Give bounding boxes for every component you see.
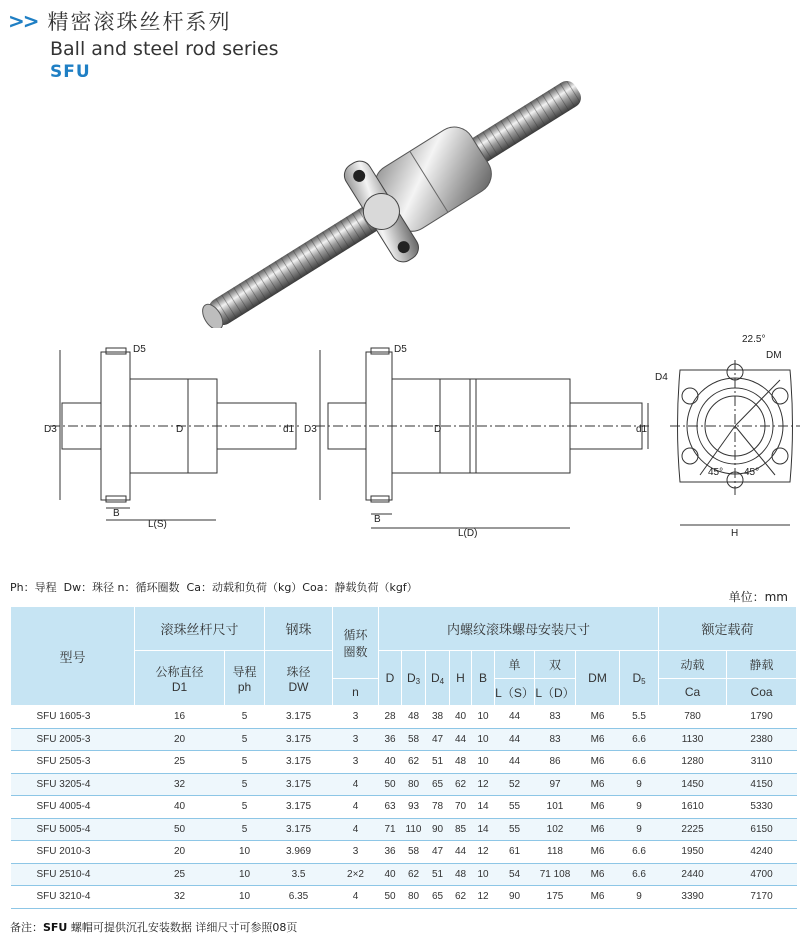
th-nut-dims: 内螺纹滚珠螺母安装尺寸 bbox=[379, 607, 659, 651]
table-cell: 12 bbox=[472, 886, 495, 909]
table-cell: 4 bbox=[333, 796, 379, 819]
th-nominal bbox=[135, 651, 225, 706]
table-cell: 44 bbox=[495, 728, 535, 751]
table-cell: 2380 bbox=[727, 728, 797, 751]
model-cell: SFU 2505-3 bbox=[11, 751, 135, 774]
table-cell: 48 bbox=[450, 751, 472, 774]
th-screw-dims: 滚珠丝杆尺寸 bbox=[135, 607, 265, 651]
table-cell: 51 bbox=[426, 863, 450, 886]
table-cell: M6 bbox=[576, 706, 620, 729]
label-d4: D4 bbox=[655, 372, 668, 383]
single-nut-drawing bbox=[50, 348, 300, 520]
table-row bbox=[11, 886, 797, 909]
table-cell: 48 bbox=[450, 863, 472, 886]
table-cell: 50 bbox=[135, 818, 225, 841]
table-cell: 118 bbox=[535, 841, 576, 864]
table-cell: 7170 bbox=[727, 886, 797, 909]
table-row bbox=[11, 841, 797, 864]
th-d3-sub: 3 bbox=[415, 676, 421, 686]
table-cell: 20 bbox=[135, 728, 225, 751]
table-cell: 4700 bbox=[727, 863, 797, 886]
table-cell: 44 bbox=[450, 841, 472, 864]
table-cell: 3 bbox=[333, 841, 379, 864]
table-cell: 44 bbox=[495, 751, 535, 774]
th-dynamic: 动载 bbox=[659, 651, 727, 679]
table-row bbox=[11, 728, 797, 751]
table-row bbox=[11, 751, 797, 774]
th-lead-line1: 导程 bbox=[232, 664, 257, 679]
table-cell: 3110 bbox=[727, 751, 797, 774]
th-d3-main: D bbox=[406, 670, 416, 685]
th-d4-main: D bbox=[430, 670, 440, 685]
table-cell: 3 bbox=[333, 728, 379, 751]
table-cell: 110 bbox=[402, 818, 426, 841]
th-static: 静载 bbox=[727, 651, 797, 679]
table-cell: M6 bbox=[576, 886, 620, 909]
label-d-double: D bbox=[434, 424, 442, 435]
label-b-single: B bbox=[113, 508, 120, 519]
table-row bbox=[11, 773, 797, 796]
table-cell: 6150 bbox=[727, 818, 797, 841]
table-cell: 62 bbox=[450, 773, 472, 796]
th-b: B bbox=[472, 651, 495, 706]
technical-drawings bbox=[0, 330, 800, 545]
th-d4-sub: 4 bbox=[439, 676, 445, 686]
th-d5 bbox=[620, 651, 659, 706]
table-cell: M6 bbox=[576, 728, 620, 751]
th-ball-line2: DW bbox=[288, 679, 309, 694]
table-cell: 3.175 bbox=[265, 796, 333, 819]
table-cell: 5 bbox=[225, 706, 265, 729]
table-cell: 2440 bbox=[659, 863, 727, 886]
table-cell: 5330 bbox=[727, 796, 797, 819]
table-cell: 4 bbox=[333, 886, 379, 909]
model-cell: SFU 4005-4 bbox=[11, 796, 135, 819]
table-cell: 65 bbox=[426, 773, 450, 796]
table-cell: 85 bbox=[450, 818, 472, 841]
table-row bbox=[11, 818, 797, 841]
table-cell: 5 bbox=[225, 796, 265, 819]
table-cell: M6 bbox=[576, 863, 620, 886]
table-cell: 47 bbox=[426, 728, 450, 751]
table-cell: 71 bbox=[379, 818, 402, 841]
th-ld: L（D） bbox=[535, 679, 576, 706]
table-row bbox=[11, 863, 797, 886]
table-cell: 10 bbox=[472, 751, 495, 774]
table-cell: 12 bbox=[472, 841, 495, 864]
spec-table-body bbox=[11, 706, 797, 909]
table-cell: 47 bbox=[426, 841, 450, 864]
table-cell: 10 bbox=[225, 863, 265, 886]
label-dm: DM bbox=[766, 350, 782, 361]
th-nominal-line1: 公称直径 bbox=[155, 664, 204, 679]
table-cell: 3.175 bbox=[265, 773, 333, 796]
table-cell: 3390 bbox=[659, 886, 727, 909]
label-b-double: B bbox=[374, 514, 381, 525]
footnote bbox=[10, 919, 297, 935]
page-title-en: Ball and steel rod series bbox=[50, 38, 279, 60]
table-cell: 4 bbox=[333, 773, 379, 796]
table-cell: 12 bbox=[472, 773, 495, 796]
th-double: 双 bbox=[535, 651, 576, 679]
table-cell: 20 bbox=[135, 841, 225, 864]
table-cell: 5.5 bbox=[620, 706, 659, 729]
table-cell: 3.175 bbox=[265, 818, 333, 841]
table-cell: 25 bbox=[135, 863, 225, 886]
table-cell: 4240 bbox=[727, 841, 797, 864]
model-cell: SFU 2510-4 bbox=[11, 863, 135, 886]
th-coa: Coa bbox=[727, 679, 797, 706]
th-d4 bbox=[426, 651, 450, 706]
table-cell: 2×2 bbox=[333, 863, 379, 886]
table-cell: 1610 bbox=[659, 796, 727, 819]
th-lead bbox=[225, 651, 265, 706]
th-dm: DM bbox=[576, 651, 620, 706]
table-cell: 97 bbox=[535, 773, 576, 796]
th-lead-line2: ph bbox=[237, 679, 252, 694]
table-cell: M6 bbox=[576, 796, 620, 819]
table-cell: 1130 bbox=[659, 728, 727, 751]
table-cell: M6 bbox=[576, 841, 620, 864]
table-cell: 83 bbox=[535, 728, 576, 751]
page-header bbox=[8, 6, 279, 82]
table-cell: 3 bbox=[333, 751, 379, 774]
table-cell: 28 bbox=[379, 706, 402, 729]
table-cell: 175 bbox=[535, 886, 576, 909]
th-d5-main: D bbox=[632, 670, 642, 685]
table-cell: 55 bbox=[495, 796, 535, 819]
th-d5-sub: 5 bbox=[641, 676, 646, 686]
table-cell: 9 bbox=[620, 796, 659, 819]
table-cell: 25 bbox=[135, 751, 225, 774]
th-d: D bbox=[379, 651, 402, 706]
table-cell: 14 bbox=[472, 818, 495, 841]
label-d1-double: d1 bbox=[636, 424, 648, 435]
table-cell: 40 bbox=[379, 751, 402, 774]
table-cell: 5 bbox=[225, 751, 265, 774]
label-d-single: D bbox=[176, 424, 184, 435]
table-cell: 10 bbox=[225, 841, 265, 864]
th-single: 单 bbox=[495, 651, 535, 679]
table-cell: 6.6 bbox=[620, 863, 659, 886]
spec-table bbox=[10, 606, 797, 909]
label-d1-single: d1 bbox=[283, 424, 295, 435]
table-cell: 780 bbox=[659, 706, 727, 729]
table-cell: 3.5 bbox=[265, 863, 333, 886]
table-cell: 32 bbox=[135, 773, 225, 796]
table-cell: 80 bbox=[402, 773, 426, 796]
flange-end-view bbox=[670, 360, 800, 525]
double-nut-drawing bbox=[315, 348, 650, 528]
table-cell: 1280 bbox=[659, 751, 727, 774]
table-cell: 78 bbox=[426, 796, 450, 819]
table-cell: 62 bbox=[450, 886, 472, 909]
table-cell: 3.175 bbox=[265, 728, 333, 751]
table-cell: 55 bbox=[495, 818, 535, 841]
table-cell: 32 bbox=[135, 886, 225, 909]
model-cell: SFU 5005-4 bbox=[11, 818, 135, 841]
table-cell: 90 bbox=[426, 818, 450, 841]
table-cell: 58 bbox=[402, 728, 426, 751]
table-cell: 62 bbox=[402, 863, 426, 886]
label-d5-single: D5 bbox=[133, 344, 146, 355]
table-cell: 6.6 bbox=[620, 728, 659, 751]
th-ball-line1: 珠径 bbox=[286, 664, 311, 679]
model-cell: SFU 3210-4 bbox=[11, 886, 135, 909]
table-cell: 1450 bbox=[659, 773, 727, 796]
table-cell: 4150 bbox=[727, 773, 797, 796]
table-cell: 93 bbox=[402, 796, 426, 819]
model-cell: SFU 2005-3 bbox=[11, 728, 135, 751]
table-cell: 62 bbox=[402, 751, 426, 774]
table-cell: 3.175 bbox=[265, 706, 333, 729]
table-cell: 86 bbox=[535, 751, 576, 774]
table-cell: 36 bbox=[379, 841, 402, 864]
table-row bbox=[11, 706, 797, 729]
chevron-icon: >> bbox=[8, 9, 38, 33]
table-cell: 65 bbox=[426, 886, 450, 909]
table-cell: 16 bbox=[135, 706, 225, 729]
table-cell: 1790 bbox=[727, 706, 797, 729]
series-code: SFU bbox=[50, 62, 91, 82]
label-angle-45-right: 45° bbox=[744, 467, 760, 478]
footnote-text: 螺帽可提供沉孔安装数据 详细尺寸可参照08页 bbox=[67, 921, 298, 934]
table-cell: M6 bbox=[576, 773, 620, 796]
table-cell: 9 bbox=[620, 818, 659, 841]
label-ld: L(D) bbox=[458, 528, 478, 539]
table-cell: 44 bbox=[450, 728, 472, 751]
table-cell: 54 bbox=[495, 863, 535, 886]
table-cell: 6.6 bbox=[620, 841, 659, 864]
legend-text: Ph：导程 Dw：珠径 n：循环圈数 Ca：动载和负荷（kg）Coa：静载负荷（kgf） bbox=[10, 581, 418, 594]
label-d3-double: D3 bbox=[304, 424, 317, 435]
table-cell: 80 bbox=[402, 886, 426, 909]
table-cell: 50 bbox=[379, 886, 402, 909]
th-circuits-line2: 圈数 bbox=[343, 644, 368, 659]
model-cell: SFU 1605-3 bbox=[11, 706, 135, 729]
table-cell: 61 bbox=[495, 841, 535, 864]
footnote-prefix: 备注： bbox=[10, 921, 43, 934]
label-ls: L(S) bbox=[148, 519, 167, 530]
table-cell: 38 bbox=[426, 706, 450, 729]
th-ca: Ca bbox=[659, 679, 727, 706]
table-cell: 70 bbox=[450, 796, 472, 819]
table-cell: 50 bbox=[379, 773, 402, 796]
table-cell: 10 bbox=[225, 886, 265, 909]
th-load: 额定载荷 bbox=[659, 607, 797, 651]
label-d3-single: D3 bbox=[44, 424, 57, 435]
table-cell: M6 bbox=[576, 818, 620, 841]
table-cell: 9 bbox=[620, 773, 659, 796]
label-angle-22: 22.5° bbox=[742, 334, 766, 345]
table-cell: 5 bbox=[225, 728, 265, 751]
table-cell: 3 bbox=[333, 706, 379, 729]
table-cell: 36 bbox=[379, 728, 402, 751]
table-cell: 58 bbox=[402, 841, 426, 864]
table-cell: 40 bbox=[135, 796, 225, 819]
table-cell: 40 bbox=[450, 706, 472, 729]
th-circuits-line1: 循环 bbox=[343, 627, 368, 642]
table-cell: 10 bbox=[472, 728, 495, 751]
table-cell: 102 bbox=[535, 818, 576, 841]
table-cell: 6.6 bbox=[620, 751, 659, 774]
table-cell: 3.969 bbox=[265, 841, 333, 864]
unit-label: 单位：mm bbox=[728, 590, 788, 604]
table-cell: 5 bbox=[225, 773, 265, 796]
table-cell: 52 bbox=[495, 773, 535, 796]
table-cell: 63 bbox=[379, 796, 402, 819]
table-cell: 10 bbox=[472, 706, 495, 729]
th-h: H bbox=[450, 651, 472, 706]
table-cell: 44 bbox=[495, 706, 535, 729]
table-cell: 3.175 bbox=[265, 751, 333, 774]
label-h: H bbox=[731, 528, 739, 539]
th-model: 型号 bbox=[11, 607, 135, 706]
table-cell: 101 bbox=[535, 796, 576, 819]
model-cell: SFU 3205-4 bbox=[11, 773, 135, 796]
table-cell: 10 bbox=[472, 863, 495, 886]
th-ball: 钢珠 bbox=[265, 607, 333, 651]
table-cell: 40 bbox=[379, 863, 402, 886]
table-cell: 9 bbox=[620, 886, 659, 909]
th-nominal-line2: D1 bbox=[171, 679, 188, 694]
table-cell: 48 bbox=[402, 706, 426, 729]
th-ball-dia bbox=[265, 651, 333, 706]
th-circuits bbox=[333, 607, 379, 679]
table-cell: 90 bbox=[495, 886, 535, 909]
th-n: n bbox=[333, 679, 379, 706]
model-cell: SFU 2010-3 bbox=[11, 841, 135, 864]
table-cell: M6 bbox=[576, 751, 620, 774]
footnote-code: SFU bbox=[43, 921, 68, 934]
table-cell: 4 bbox=[333, 818, 379, 841]
table-cell: 51 bbox=[426, 751, 450, 774]
page-title-cn: 精密滚珠丝杆系列 bbox=[47, 10, 232, 34]
ball-screw-photo bbox=[170, 78, 620, 328]
table-row bbox=[11, 796, 797, 819]
th-d3 bbox=[402, 651, 426, 706]
table-cell: 71 108 bbox=[535, 863, 576, 886]
table-cell: 14 bbox=[472, 796, 495, 819]
label-d5-double: D5 bbox=[394, 344, 407, 355]
table-cell: 5 bbox=[225, 818, 265, 841]
table-cell: 2225 bbox=[659, 818, 727, 841]
th-ls: L（S） bbox=[495, 679, 535, 706]
table-cell: 83 bbox=[535, 706, 576, 729]
table-cell: 6.35 bbox=[265, 886, 333, 909]
label-angle-45-left: 45° bbox=[708, 467, 724, 478]
table-cell: 1950 bbox=[659, 841, 727, 864]
